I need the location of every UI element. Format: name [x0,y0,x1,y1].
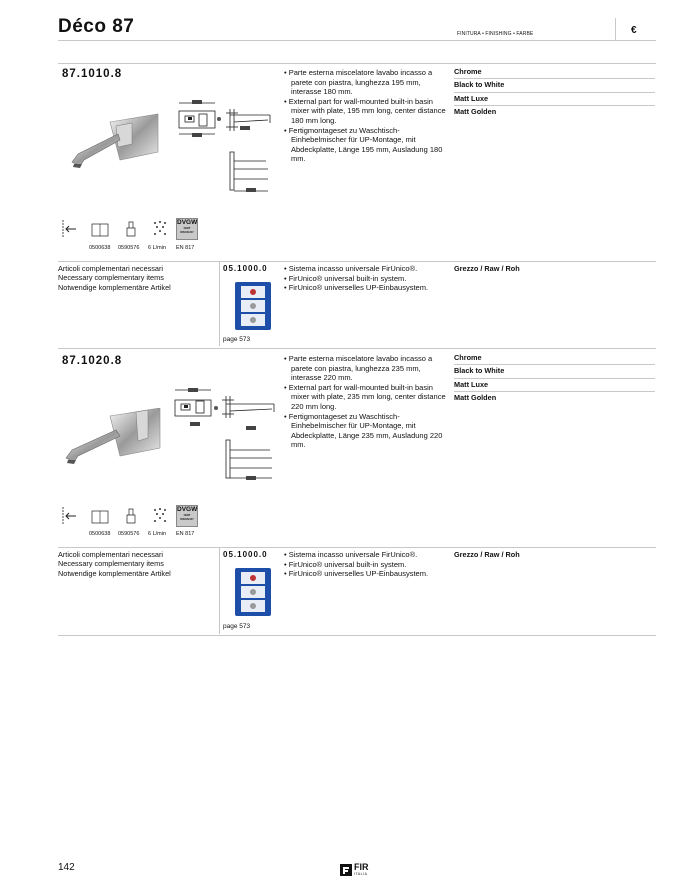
product-top-rule [58,63,656,64]
finish-item-chrome: Chrome [454,66,655,79]
complementary-finish: Grezzo / Raw / Roh [454,264,520,273]
description-line: • Fertigmontageset zu Waschtisch-Einhebelmischer für UP-Montage, mit Abdeckplatte, Länge 195 mm, Ausladung 180 mm. [284,125,443,164]
section-rule [58,635,656,636]
technical-drawing [176,97,282,197]
finish-list [454,352,655,404]
finish-item-black-to-white: Black to White [454,79,655,92]
dvgw-certification-badge: DVGW CERT DIN EN 817 [176,505,198,527]
description-line: • Parte esterna miscelatore lavabo incasso a parete con piastra, lunghezza 235 mm, interasse 220 mm. [284,354,433,383]
complementary-items-label: Articoli complementari necessari Necessary complementary items Notwendige komplementäre Artikel [58,550,171,578]
flow-rate-icon [149,505,171,527]
feature-icon-row [58,505,218,545]
product-top-rule [58,348,656,349]
section-rule [58,547,656,548]
flow-rate-icon [149,218,171,240]
faucet-photo [70,112,162,172]
icon-label: EN 817 [176,531,195,537]
logo-subtext: ITALIA [354,872,368,876]
cartridge-icon [89,218,111,240]
page-reference: page 573 [223,623,251,630]
description-line: • External part for wall-mounted built-in basin mixer with plate, 235 mm long, center distance 220 mm long. [284,382,446,411]
complementary-code: 05.1000.0 [223,264,268,273]
icon-label: 0590576 [118,531,140,537]
logo-text: FIR [354,862,369,872]
icon-label: 0590576 [118,245,140,251]
icon-label: 6 L/min [148,245,167,251]
complementary-divider [219,548,220,634]
logo-mark-icon [340,864,352,876]
header-rule [58,40,656,41]
icon-label: 0500638 [89,245,111,251]
technical-drawing [172,384,282,484]
finish-item-matt-golden: Matt Golden [454,106,497,116]
page-reference: page 573 [223,336,251,343]
feature-icon-row [58,218,218,258]
complementary-divider [219,262,220,346]
finish-item-matt-luxe: Matt Luxe [454,93,655,106]
product-code: 87.1020.8 [62,355,123,367]
aerator-icon [120,218,142,240]
header-divider [615,18,616,40]
cartridge-icon [89,505,111,527]
page-number: 142 [58,862,75,873]
icon-label: 0500638 [89,531,111,537]
currency-heading: € [631,25,637,36]
complementary-description: • Sistema incasso universale FirUnico®. • FirUnico® universal built-in system. • FirUnico® universelles UP-Einbausystem. [284,550,429,579]
section-rule [58,261,656,262]
product-description [284,354,446,450]
built-in-system-photo [233,280,273,332]
dvgw-certification-badge: DVGW CERT DIN EN 817 [176,218,198,240]
description-line: • External part for wall-mounted built-in basin mixer with plate, 195 mm long, center distance 180 mm long. [284,96,446,125]
icon-label: EN 817 [176,245,195,251]
complementary-code: 05.1000.0 [223,550,268,559]
product-description [284,68,446,164]
built-in-system-photo [233,566,273,618]
finish-item-matt-luxe: Matt Luxe [454,379,655,392]
wall-mount-icon [58,218,80,240]
finish-item-black-to-white: Black to White [454,365,655,378]
aerator-icon [120,505,142,527]
finish-item-chrome: Chrome [454,352,655,365]
product-code: 87.1010.8 [62,68,123,80]
faucet-photo [64,408,164,468]
icon-label: 6 L/min [148,531,167,537]
brand-logo [340,862,372,878]
complementary-description: • Sistema incasso universale FirUnico®. • FirUnico® universal built-in system. • FirUnico® universelles UP-Einbausystem. [284,264,429,293]
description-line: • Parte esterna miscelatore lavabo incasso a parete con piastra, lunghezza 195 mm, interasse 180 mm. [284,68,433,97]
finish-list [454,66,655,118]
finish-item-matt-golden: Matt Golden [454,392,497,402]
page-title: Déco 87 [58,16,135,37]
description-line: • Fertigmontageset zu Waschtisch-Einhebelmischer für UP-Montage, mit Abdeckplatte, Länge 235 mm, Ausladung 220 mm. [284,411,443,450]
finish-column-heading: FINITURA • FINISHING • FARBE [457,31,534,37]
complementary-items-label: Articoli complementari necessari Necessary complementary items Notwendige komplementäre Artikel [58,264,171,292]
complementary-finish: Grezzo / Raw / Roh [454,550,520,559]
wall-mount-icon [58,505,80,527]
